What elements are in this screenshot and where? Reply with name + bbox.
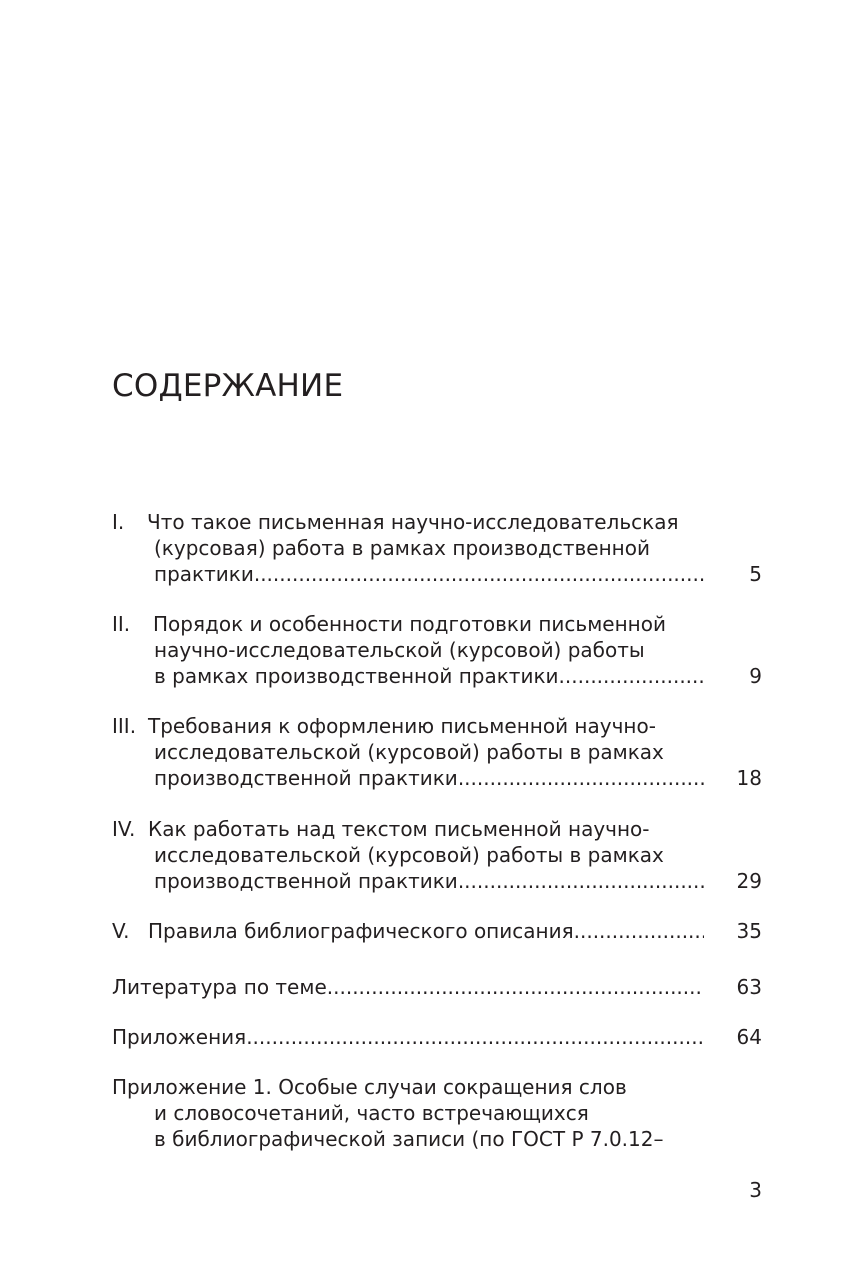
toc-entry-literature-line: [112, 974, 704, 1000]
toc-entry-4-line-2: исследовательской (курсовой) работы в рамках: [154, 843, 664, 867]
toc-entry-2-line-3: [154, 663, 704, 689]
toc-entry-4-line-3: [154, 868, 704, 894]
toc-entry-4-page: 29: [736, 869, 762, 893]
toc-entry-2-page: 9: [749, 664, 762, 688]
toc-entry-5-text: Правила библиографического описания: [148, 919, 574, 943]
toc-entry-4-text: Как работать над текстом письменной научно-: [148, 817, 650, 841]
toc-entry-3-text-end: производственной практики: [154, 766, 458, 790]
toc-entry-1-line-2: (курсовая) работа в рамках производственной: [154, 536, 650, 560]
toc-entry-5-page: 35: [736, 919, 762, 943]
toc-entry-1-line-3: [154, 561, 704, 587]
toc-entry-2-line-1: [112, 611, 666, 637]
toc-entry-4-line-1: [112, 816, 650, 842]
toc-entry-5-line-1: [112, 918, 704, 944]
toc-entry-4-number: IV.: [112, 817, 136, 841]
toc-entry-2-number: II.: [112, 612, 131, 636]
toc-entry-5-number: V.: [112, 919, 130, 943]
toc-entry-1-number: I.: [112, 510, 125, 534]
leader-dots: [246, 1024, 704, 1050]
toc-entry-2-text-end: в рамках производственной практики: [154, 664, 559, 688]
toc-entry-appendices-text: Приложения: [112, 1025, 247, 1049]
toc-entry-appendices-page: 64: [736, 1025, 762, 1049]
toc-entry-2-text: Порядок и особенности подготовки письменной: [153, 612, 666, 636]
leader-dots: [458, 868, 704, 894]
toc-entry-4-text-end: производственной практики: [154, 869, 458, 893]
leader-dots: [559, 663, 704, 689]
toc-entry-3-number: III.: [112, 714, 137, 738]
leader-dots: [574, 918, 704, 944]
toc-entry-3-page: 18: [736, 766, 762, 790]
toc-entry-literature-text: Литература по теме: [112, 975, 327, 999]
page-number: 3: [749, 1178, 762, 1202]
toc-entry-1-text: Что такое письменная научно-исследовательская: [147, 510, 679, 534]
toc-entry-1-page: 5: [749, 562, 762, 586]
page-title: СОДЕРЖАНИЕ: [112, 368, 344, 404]
toc-entry-appendix-1-line-3: в библиографической записи (по ГОСТ Р 7.0.12–: [154, 1127, 664, 1151]
toc-entry-appendix-1-line-1: Приложение 1. Особые случаи сокращения слов: [112, 1075, 627, 1099]
toc-entry-2-line-2: научно-исследовательской (курсовой) работы: [154, 638, 645, 662]
toc-entry-3-line-2: исследовательской (курсовой) работы в рамках: [154, 740, 664, 764]
toc-entry-3-text: Требования к оформлению письменной научно-: [148, 714, 656, 738]
toc-entry-appendices-line: [112, 1024, 704, 1050]
toc-entry-1-text-end: практики: [154, 562, 254, 586]
leader-dots: [458, 765, 704, 791]
toc-entry-3-line-1: [112, 713, 656, 739]
toc-entry-literature-page: 63: [736, 975, 762, 999]
toc-entry-1-line-1: [112, 509, 678, 535]
leader-dots: [254, 561, 704, 587]
toc-entry-3-line-3: [154, 765, 704, 791]
leader-dots: [327, 974, 704, 1000]
toc-entry-appendix-1-line-2: и словосочетаний, часто встречающихся: [154, 1101, 589, 1125]
